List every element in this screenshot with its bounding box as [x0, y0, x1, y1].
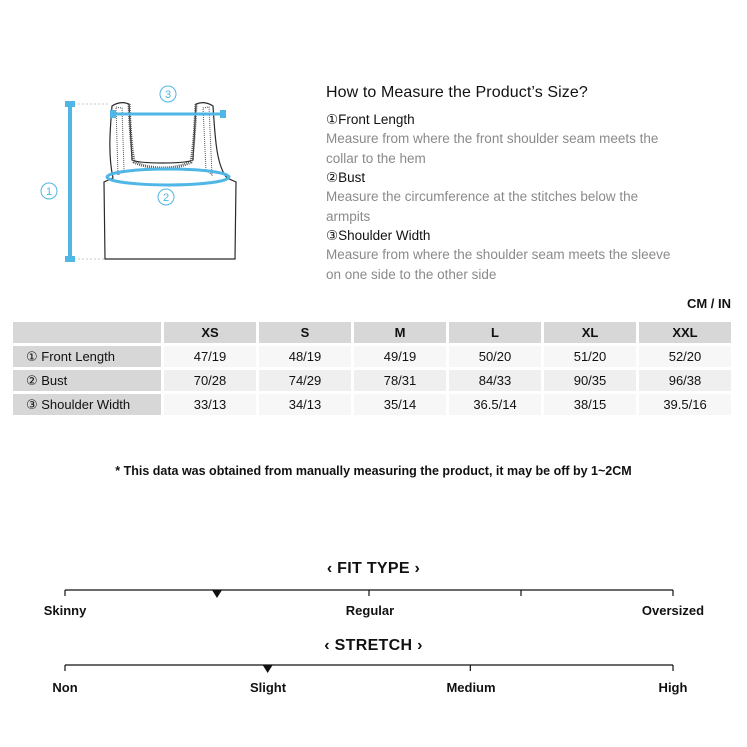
stretch-label-medium: Medium: [446, 680, 496, 695]
marker-2: 2: [162, 192, 170, 204]
table-cell: 51/20: [544, 346, 636, 367]
size-header: M: [354, 322, 446, 343]
section-title: ②Bust: [326, 170, 366, 185]
fit-label-oversized: Oversized: [641, 603, 705, 618]
size-header: S: [259, 322, 351, 343]
section-desc: armpits: [326, 208, 371, 224]
row-label: ③ Shoulder Width: [13, 394, 161, 415]
fit-label-regular: Regular: [345, 603, 395, 618]
row-label: ① Front Length: [13, 346, 161, 367]
section-desc: Measure the circumference at the stitches below the: [326, 189, 639, 204]
row-label: ② Bust: [13, 370, 161, 391]
section-desc: Measure from where the front shoulder seam meets the: [326, 131, 659, 146]
size-header: XL: [544, 322, 636, 343]
table-cell: 47/19: [164, 346, 256, 367]
fit-label-skinny: Skinny: [43, 603, 87, 618]
table-cell: 49/19: [354, 346, 446, 367]
section-desc: collar to the hem: [326, 150, 426, 166]
table-cell: 34/13: [259, 394, 351, 415]
table-cell: 84/33: [449, 370, 541, 391]
stretch-marker: [263, 665, 273, 673]
table-cell: 48/19: [259, 346, 351, 367]
size-header: L: [449, 322, 541, 343]
unit-label: CM / IN: [686, 296, 731, 311]
table-cell: 90/35: [544, 370, 636, 391]
table-cell: 74/29: [259, 370, 351, 391]
table-cell: 35/14: [354, 394, 446, 415]
fit-marker: [212, 590, 222, 598]
guide-title: How to Measure the Product’s Size?: [326, 84, 588, 101]
table-cell: 70/28: [164, 370, 256, 391]
size-header: XXL: [639, 322, 731, 343]
stretch-title: ‹ STRETCH ›: [324, 637, 423, 654]
measurement-note: * This data was obtained from manually measuring the product, it may be off by 1~2CM: [115, 464, 632, 478]
fit-type-title: ‹ FIT TYPE ›: [326, 560, 421, 577]
table-cell: 52/20: [639, 346, 731, 367]
table-cell: 38/15: [544, 394, 636, 415]
stretch-scale: [65, 665, 673, 673]
stretch-label-high: High: [658, 680, 688, 695]
marker-3: 3: [164, 89, 172, 101]
stretch-label-slight: Slight: [249, 680, 287, 695]
table-cell: 50/20: [449, 346, 541, 367]
table-cell: 39.5/16: [639, 394, 731, 415]
section-title: ③Shoulder Width: [326, 228, 431, 243]
stretch-label-non: Non: [52, 680, 78, 695]
table-cell: 36.5/14: [449, 394, 541, 415]
fit-type-scale: [65, 590, 673, 598]
marker-1: 1: [45, 186, 53, 198]
section-desc: Measure from where the shoulder seam meets the sleeve: [326, 247, 671, 262]
table-cell: 33/13: [164, 394, 256, 415]
size-header: XS: [164, 322, 256, 343]
section-title: ①Front Length: [326, 112, 415, 127]
table-cell: 78/31: [354, 370, 446, 391]
table-cell: 96/38: [639, 370, 731, 391]
section-desc: on one side to the other side: [326, 266, 497, 282]
